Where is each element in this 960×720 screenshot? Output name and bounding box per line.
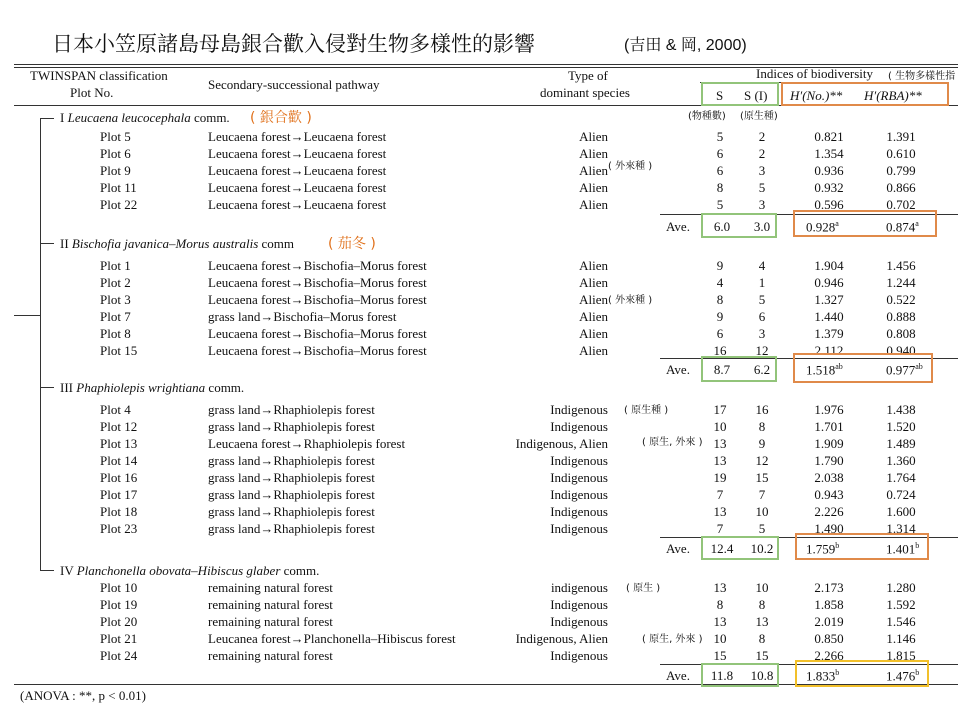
h-rba-value: 0.866 xyxy=(886,180,916,195)
ave-species-count: 11.8 xyxy=(710,668,734,683)
group-3-pre: III xyxy=(60,380,77,395)
ave-h-no-sig: a xyxy=(835,219,839,228)
species-count: 13 xyxy=(713,614,727,629)
plot-no: Plot 3 xyxy=(100,292,131,307)
pathway: remaining natural forest xyxy=(208,580,333,595)
species-count: 13 xyxy=(713,580,727,595)
ave-species-count: 12.4 xyxy=(710,541,734,556)
indigenous-count: 12 xyxy=(755,453,769,468)
dominant-type: Indigenous xyxy=(550,597,608,612)
table-top-rule xyxy=(14,64,958,65)
slide-title: 日本小笠原諸島母島銀合歡入侵對生物多樣性的影響 xyxy=(52,32,535,56)
indigenous-count: 16 xyxy=(755,402,769,417)
ave-h-no-value: 1.833 xyxy=(806,668,836,684)
header-indices: Indices of biodiversity xyxy=(756,66,873,81)
dominant-type: Alien xyxy=(579,258,608,273)
h-no-value: 0.943 xyxy=(814,487,844,502)
dominant-type: Indigenous, Alien xyxy=(515,631,608,646)
dominant-type: Indigenous xyxy=(550,487,608,502)
dominant-type: Indigenous xyxy=(550,419,608,434)
indigenous-count: 15 xyxy=(755,648,769,663)
note-alien-2: ( 外來種 ) xyxy=(608,295,653,306)
h-no-value: 2.173 xyxy=(814,580,844,595)
header-si-note: (原生種) xyxy=(740,111,778,122)
h-rba-value: 1.456 xyxy=(886,258,916,273)
group-4-species: Planchonella obovata–Hibiscus glaber xyxy=(76,563,281,578)
dominant-type: indigenous xyxy=(550,580,608,595)
ave-2-species-box xyxy=(701,356,777,382)
plot-no: Plot 21 xyxy=(100,631,138,646)
h-rba-value: 0.724 xyxy=(886,487,916,502)
h-no-value: 0.932 xyxy=(814,180,844,195)
ave-h-no-sig: b xyxy=(835,541,840,550)
indigenous-count: 1 xyxy=(758,275,766,290)
h-no-value: 0.596 xyxy=(814,197,844,212)
ave-h-rba-value: 1.476 xyxy=(886,668,916,684)
h-rba-value: 1.520 xyxy=(886,419,916,434)
plot-no: Plot 4 xyxy=(100,402,131,417)
species-count: 9 xyxy=(716,309,724,324)
ave-4-species-box xyxy=(701,663,779,687)
pathway: Leucaena forest→Leucaena forest xyxy=(208,180,387,195)
ave-h-rba-sig: b xyxy=(915,541,920,550)
ave-3-index-box xyxy=(795,533,929,560)
h-no-value: 1.379 xyxy=(814,326,844,341)
dominant-type: Alien xyxy=(579,163,608,178)
h-rba-value: 0.610 xyxy=(886,146,916,161)
dominant-type: Alien xyxy=(579,326,608,341)
indigenous-count: 9 xyxy=(758,436,766,451)
pathway: remaining natural forest xyxy=(208,614,333,629)
dominant-type: Alien xyxy=(579,309,608,324)
tree-branch-4 xyxy=(40,570,54,571)
ave-h-no-sig: ab xyxy=(835,362,843,371)
plot-no: Plot 6 xyxy=(100,146,131,161)
h-no-value: 1.976 xyxy=(814,402,844,417)
dominant-type: Indigenous xyxy=(550,402,608,417)
h-no-value: 0.936 xyxy=(814,163,844,178)
species-count: 7 xyxy=(716,521,724,536)
species-count: 10 xyxy=(713,419,727,434)
group-2-species: Bischofia javanica–Morus australis xyxy=(71,236,259,251)
pathway: Leucaena forest→Bischofia–Morus forest xyxy=(208,275,427,290)
group-1-pre: I xyxy=(60,110,68,125)
indigenous-count: 4 xyxy=(758,258,766,273)
indigenous-count: 2 xyxy=(758,129,766,144)
plot-no: Plot 7 xyxy=(100,309,131,324)
ave-indigenous-count: 10.2 xyxy=(750,541,774,556)
plot-no: Plot 19 xyxy=(100,597,138,612)
plot-no: Plot 12 xyxy=(100,419,138,434)
dominant-type: Indigenous xyxy=(550,614,608,629)
plot-no: Plot 15 xyxy=(100,343,138,358)
note-mixed-2: ( 原生, 外來 ) xyxy=(642,634,703,645)
plot-no: Plot 18 xyxy=(100,504,138,519)
tree-root xyxy=(14,315,40,316)
ave-h-no-sig: b xyxy=(835,668,840,677)
dominant-type: Indigenous xyxy=(550,521,608,536)
species-count: 15 xyxy=(713,648,727,663)
h-rba-value: 1.764 xyxy=(886,470,916,485)
plot-no: Plot 22 xyxy=(100,197,138,212)
diversity-index-header-box xyxy=(781,82,949,106)
pathway: grass land→Rhaphiolepis forest xyxy=(208,521,375,536)
header-h-rba: H′(RBA)** xyxy=(864,88,922,103)
pathway: Leucanea forest→Planchonella–Hibiscus forest xyxy=(208,631,456,646)
dominant-type: Indigenous xyxy=(550,504,608,519)
dominant-type: Indigenous xyxy=(550,648,608,663)
species-count: 13 xyxy=(713,504,727,519)
tree-branch-2 xyxy=(40,243,54,244)
plot-no: Plot 5 xyxy=(100,129,131,144)
ave-h-no-value: 1.759 xyxy=(806,541,836,557)
pathway: Leucaena forest→Bischofia–Morus forest xyxy=(208,326,427,341)
indigenous-count: 12 xyxy=(755,343,769,358)
plot-no: Plot 14 xyxy=(100,453,138,468)
pathway: grass land→Rhaphiolepis forest xyxy=(208,419,375,434)
h-rba-value: 0.522 xyxy=(886,292,916,307)
indigenous-count: 3 xyxy=(758,163,766,178)
group-4-post: comm. xyxy=(280,563,320,578)
pathway: grass land→Rhaphiolepis forest xyxy=(208,487,375,502)
dominant-type: Indigenous xyxy=(550,470,608,485)
species-count: 5 xyxy=(716,197,724,212)
indigenous-count: 7 xyxy=(758,487,766,502)
species-count: 6 xyxy=(716,163,724,178)
pathway: grass land→Rhaphiolepis forest xyxy=(208,470,375,485)
plot-no: Plot 2 xyxy=(100,275,131,290)
h-rba-value: 1.600 xyxy=(886,504,916,519)
species-count: 8 xyxy=(716,597,724,612)
indigenous-count: 6 xyxy=(758,309,766,324)
h-no-value: 1.327 xyxy=(814,292,844,307)
species-count: 7 xyxy=(716,487,724,502)
ave-indigenous-count: 6.2 xyxy=(753,362,771,377)
dominant-type: Alien xyxy=(579,129,608,144)
group-3-post: comm. xyxy=(205,380,245,395)
dominant-type: Alien xyxy=(579,146,608,161)
header-plot-no: Plot No. xyxy=(70,85,114,100)
species-count: 19 xyxy=(713,470,727,485)
h-rba-value: 1.244 xyxy=(886,275,916,290)
note-mixed-1: ( 原生, 外來 ) xyxy=(642,437,703,448)
indigenous-count: 8 xyxy=(758,419,766,434)
plot-no: Plot 24 xyxy=(100,648,138,663)
plot-no: Plot 16 xyxy=(100,470,138,485)
h-no-value: 1.490 xyxy=(814,521,844,536)
species-count: 13 xyxy=(713,453,727,468)
h-no-value: 0.946 xyxy=(814,275,844,290)
species-count: 4 xyxy=(716,275,724,290)
group-4-pre: IV xyxy=(60,563,77,578)
citation: (吉田 & 岡, 2000) xyxy=(624,37,747,54)
pathway: remaining natural forest xyxy=(208,648,333,663)
indigenous-count: 13 xyxy=(755,614,769,629)
pathway: Leucaena forest→Rhaphiolepis forest xyxy=(208,436,406,451)
h-no-value: 1.904 xyxy=(814,258,844,273)
species-count: 8 xyxy=(716,292,724,307)
h-rba-value: 1.438 xyxy=(886,402,916,417)
header-classification: TWINSPAN classification xyxy=(30,68,168,83)
header-type-2: dominant species xyxy=(540,85,630,100)
note-native-1: ( 原生種 ) xyxy=(624,405,669,416)
pathway: Leucaena forest→Leucaena forest xyxy=(208,197,387,212)
ave-label: Ave. xyxy=(666,219,690,234)
species-count: 10 xyxy=(713,631,727,646)
pathway: grass land→Rhaphiolepis forest xyxy=(208,504,375,519)
dominant-type: Alien xyxy=(579,180,608,195)
indigenous-count: 5 xyxy=(758,180,766,195)
h-rba-value: 1.489 xyxy=(886,436,916,451)
h-rba-value: 1.815 xyxy=(886,648,916,663)
ave-2-index-box xyxy=(793,353,933,383)
pathway: Leucaena forest→Leucaena forest xyxy=(208,163,387,178)
h-no-value: 2.226 xyxy=(814,504,844,519)
ave-3-species-box xyxy=(701,536,779,560)
species-count: 16 xyxy=(713,343,727,358)
group-2-note: ( 茄冬 ) xyxy=(328,236,376,252)
h-no-value: 2.266 xyxy=(814,648,844,663)
tree-branch-1 xyxy=(40,118,54,119)
h-no-value: 2.112 xyxy=(814,343,844,358)
ave-1-species-box xyxy=(701,213,777,238)
h-no-value: 2.038 xyxy=(814,470,844,485)
species-count: 6 xyxy=(716,326,724,341)
h-rba-value: 0.799 xyxy=(886,163,916,178)
group-1-species: Leucaena leucocephala xyxy=(67,110,191,125)
plot-no: Plot 17 xyxy=(100,487,138,502)
species-count: 5 xyxy=(716,129,724,144)
indigenous-count: 3 xyxy=(758,197,766,212)
pathway: Leucaena forest→Leucaena forest xyxy=(208,146,387,161)
group-2-pre: II xyxy=(60,236,72,251)
dominant-type: Alien xyxy=(579,292,608,307)
indigenous-count: 5 xyxy=(758,521,766,536)
plot-no: Plot 8 xyxy=(100,326,131,341)
tree-trunk xyxy=(40,118,41,570)
species-count: 9 xyxy=(716,258,724,273)
header-indices-note: ( 生物多樣性指 xyxy=(888,71,956,82)
plot-no: Plot 13 xyxy=(100,436,138,451)
indigenous-count: 8 xyxy=(758,597,766,612)
h-rba-value: 1.592 xyxy=(886,597,916,612)
ave-h-rba-value: 1.401 xyxy=(886,541,916,557)
ave-species-count: 6.0 xyxy=(713,219,731,234)
ave-h-rba-sig: ab xyxy=(915,362,923,371)
h-no-value: 1.354 xyxy=(814,146,844,161)
note-alien-1: ( 外來種 ) xyxy=(608,161,653,172)
h-rba-value: 0.940 xyxy=(886,343,916,358)
h-no-value: 2.019 xyxy=(814,614,844,629)
ave-label: Ave. xyxy=(666,362,690,377)
h-no-value: 1.701 xyxy=(814,419,844,434)
ave-h-rba-sig: a xyxy=(915,219,919,228)
anova-footnote: (ANOVA : **, p < 0.01) xyxy=(20,688,146,703)
ave-1-index-box xyxy=(793,210,937,237)
group-1-note: ( 銀合歡 ) xyxy=(250,110,312,126)
header-type-1: Type of xyxy=(568,68,608,83)
h-rba-value: 0.702 xyxy=(886,197,916,212)
group-3-species: Phaphiolepis wrightiana xyxy=(76,380,206,395)
h-rba-value: 1.360 xyxy=(886,453,916,468)
ave-species-count: 8.7 xyxy=(713,362,731,377)
h-rba-value: 1.314 xyxy=(886,521,916,536)
pathway: remaining natural forest xyxy=(208,597,333,612)
indigenous-count: 5 xyxy=(758,292,766,307)
note-native-2: ( 原生 ) xyxy=(626,583,661,594)
species-count: 8 xyxy=(716,180,724,195)
header-si: S (I) xyxy=(744,88,768,103)
h-no-value: 1.858 xyxy=(814,597,844,612)
header-s: S xyxy=(716,88,724,103)
species-count: 13 xyxy=(713,436,727,451)
header-s-note: (物種數) xyxy=(688,111,726,122)
ave-h-no-value: 0.928 xyxy=(806,219,836,235)
ave-4-index-box xyxy=(795,660,929,687)
dominant-type: Alien xyxy=(579,197,608,212)
ave-h-rba-sig: b xyxy=(915,668,920,677)
dominant-type: Indigenous xyxy=(550,453,608,468)
h-no-value: 1.440 xyxy=(814,309,844,324)
h-no-value: 0.821 xyxy=(814,129,844,144)
h-no-value: 1.909 xyxy=(814,436,844,451)
pathway: grass land→Rhaphiolepis forest xyxy=(208,402,375,417)
dominant-type: Alien xyxy=(579,275,608,290)
group-1-post: comm. xyxy=(190,110,230,125)
header-pathway: Secondary-successional pathway xyxy=(208,77,380,92)
plot-no: Plot 11 xyxy=(100,180,137,195)
plot-no: Plot 9 xyxy=(100,163,131,178)
h-no-value: 1.790 xyxy=(814,453,844,468)
species-count: 6 xyxy=(716,146,724,161)
pathway: Leucaena forest→Leucaena forest xyxy=(208,129,387,144)
plot-no: Plot 20 xyxy=(100,614,138,629)
indigenous-count: 10 xyxy=(755,580,769,595)
h-rba-value: 0.888 xyxy=(886,309,916,324)
group-1-label xyxy=(60,110,230,126)
species-count: 17 xyxy=(713,402,727,417)
ave-h-no-value: 1.518 xyxy=(806,362,836,378)
group-3-label xyxy=(60,380,244,396)
ave-indigenous-count: 10.8 xyxy=(750,668,774,683)
ave-label: Ave. xyxy=(666,541,690,556)
ave-h-rba-value: 0.874 xyxy=(886,219,916,235)
plot-no: Plot 1 xyxy=(100,258,131,273)
plot-no: Plot 10 xyxy=(100,580,138,595)
group-2-label xyxy=(60,236,294,252)
ave-label: Ave. xyxy=(666,668,690,683)
species-count-header-box xyxy=(701,82,779,106)
ave-indigenous-count: 3.0 xyxy=(753,219,771,234)
ave-h-rba-value: 0.977 xyxy=(886,362,916,378)
indigenous-count: 2 xyxy=(758,146,766,161)
h-rba-value: 1.146 xyxy=(886,631,916,646)
pathway: Leucaena forest→Bischofia–Morus forest xyxy=(208,343,427,358)
pathway: grass land→Bischofia–Morus forest xyxy=(208,309,397,324)
pathway: Leucaena forest→Bischofia–Morus forest xyxy=(208,292,427,307)
dominant-type: Alien xyxy=(579,343,608,358)
h-rba-value: 1.546 xyxy=(886,614,916,629)
pathway: Leucaena forest→Bischofia–Morus forest xyxy=(208,258,427,273)
indigenous-count: 10 xyxy=(755,504,769,519)
indigenous-count: 3 xyxy=(758,326,766,341)
h-rba-value: 1.280 xyxy=(886,580,916,595)
group-4-label xyxy=(60,563,319,579)
pathway: grass land→Rhaphiolepis forest xyxy=(208,453,375,468)
dominant-type: Indigenous, Alien xyxy=(515,436,608,451)
h-rba-value: 1.391 xyxy=(886,129,916,144)
h-rba-value: 0.808 xyxy=(886,326,916,341)
h-no-value: 0.850 xyxy=(814,631,844,646)
plot-no: Plot 23 xyxy=(100,521,138,536)
indigenous-count: 8 xyxy=(758,631,766,646)
header-h-no: H′(No.)** xyxy=(790,88,843,103)
indigenous-count: 15 xyxy=(755,470,769,485)
tree-branch-3 xyxy=(40,387,54,388)
group-2-post: comm xyxy=(258,236,295,251)
